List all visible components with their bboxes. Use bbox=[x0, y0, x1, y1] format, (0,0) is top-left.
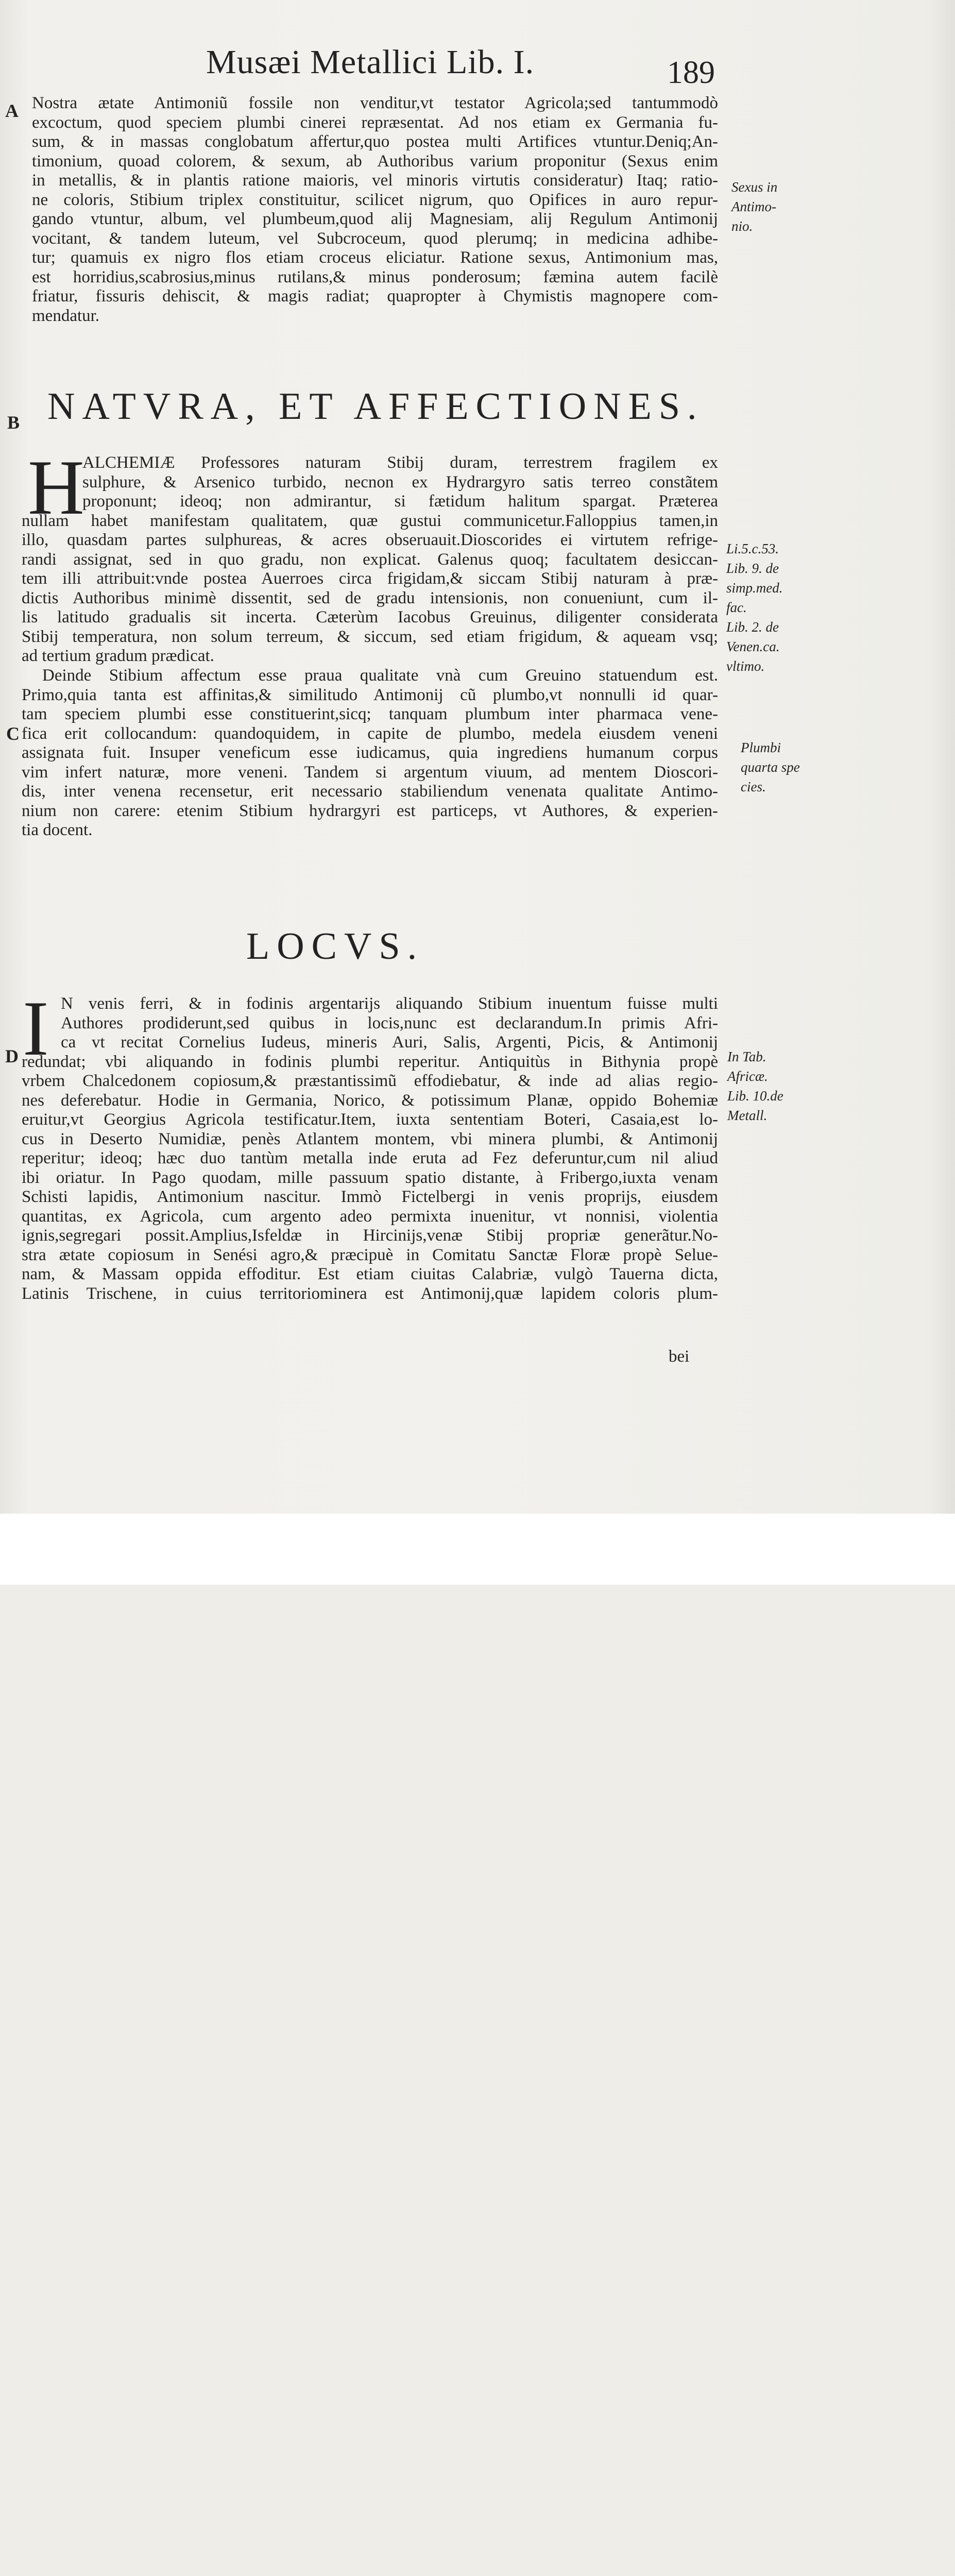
margin-note-line: Lib. 10.de bbox=[727, 1088, 783, 1104]
margin-note-line: Venen.ca. bbox=[726, 639, 780, 654]
text-line: sum, & in massas conglobatum affertur,quo postea multi Artifices vtuntur.Deniq;An- bbox=[32, 132, 718, 151]
text-line: stra ætate copiosum in Senési agro,& præcipuè in Comitatu Sanctæ Floræ propè Selue- bbox=[22, 1245, 718, 1264]
page-number: 189 bbox=[667, 55, 715, 90]
text-line: nam, & Massam oppida effoditur. Est etiam ciuitas Calabriæ, vulgò Tauerna dicta, bbox=[22, 1265, 718, 1283]
margin-note-line: cies. bbox=[741, 779, 766, 794]
margin-note-references bbox=[726, 539, 814, 676]
text-line: ALCHEMIÆ Professores naturam Stibij duram, terrestrem fragilem ex bbox=[82, 453, 718, 472]
text-line: Authores prodiderunt,sed quibus in locis,nunc est declarandum.In primis Afri- bbox=[61, 1013, 718, 1032]
margin-note-line: Li.5.c.53. bbox=[726, 541, 779, 556]
text-line: ad tertium gradum prædicat. bbox=[22, 647, 214, 665]
digitization-footer bbox=[0, 1514, 955, 1585]
text-line: Primo,quia tanta est affinitas,& similitudo Antimonij cũ plumbo,vt nonnulli id quar- bbox=[22, 685, 718, 704]
text-line: Schisti lapidis, Antimonium nascitur. Immò Fictelbergi in venis proprijs, eiusdem bbox=[22, 1188, 718, 1206]
margin-note-line: Africæ. bbox=[727, 1069, 768, 1084]
text-line: nullam habet manifestam qualitatem, quæ gustui communicetur.Falloppius tamen,in bbox=[22, 511, 718, 530]
text-line: tem illi attribuit:vnde postea Auerroes circa frigidam,& siccam Stibij naturam à præ- bbox=[22, 569, 718, 588]
text-line: ignis,segregari possit.Amplius,Isfeldæ in Hircinijs,venæ Stibij propriæ generãtur.No- bbox=[22, 1226, 718, 1245]
margin-note-line: Lib. 9. de bbox=[726, 561, 779, 576]
text-line: vim infert naturæ, more veneni. Tandem si argentum viuum, ad mentem Dioscori- bbox=[22, 762, 718, 782]
text-line: Latinis Trischene, in cuius territoriominera est Antimonij,quæ lapidem coloris plum- bbox=[22, 1284, 718, 1303]
section-letter-a: A bbox=[5, 100, 19, 121]
text-line: nium non carere: etenim Stibium hydrargyri est particeps, vt Authores, & experien- bbox=[22, 801, 718, 820]
text-line: ibi oriatur. In Pago quodam, mille passuum spatio distante, à Fribergo,iuxta venam bbox=[22, 1168, 718, 1187]
text-line: Deinde Stibium affectum esse praua qualitate vnà cum Greuino statuendum est. bbox=[42, 666, 718, 685]
text-line: tia docent. bbox=[22, 821, 93, 839]
text-line: vocitant, & tandem luteum, vel Subcroceum, quod plerumq; in medicina adhibe- bbox=[32, 229, 718, 248]
margin-note-line: simp.med. bbox=[726, 580, 783, 596]
text-line: proponunt; ideoq; non admirantur, si fætidum halitum spargat. Præterea bbox=[82, 492, 718, 511]
text-line: timonium, quoad colorem, & sexum, ab Authoribus varium proponitur (Sexus enim bbox=[32, 151, 718, 171]
text-line: randi assignat, sed in quo gradu, non explicat. Galenus quoq; facultatem desiccan- bbox=[22, 550, 718, 569]
text-line: Nostra ætate Antimoniũ fossile non venditur,vt testator Agricola;sed tantummodò bbox=[32, 94, 718, 112]
text-line: excoctum, quod speciem plumbi cinerei repræsentat. Ad nos etiam ex Germania fu- bbox=[32, 113, 718, 132]
text-line: gando vtuntur, album, vel plumbeum,quod alij Magnesiam, alij Regulum Antimonij bbox=[32, 210, 718, 228]
text-line: in metallis, & in plantis ratione maioris, vel minoris virtutis consideratur) Itaq; ratio- bbox=[32, 171, 718, 190]
text-line: Stibij temperatura, non solum terreum, & siccum, sed etiam frigidum, & aqueam vsq; bbox=[22, 627, 718, 646]
margin-note-sexus bbox=[731, 177, 819, 236]
heading-natura: NATVRA, ET AFFECTIONES. bbox=[47, 385, 704, 428]
margin-note-line: vltimo. bbox=[726, 658, 765, 674]
margin-note-line: nio. bbox=[731, 218, 753, 234]
margin-note-line: Sexus in bbox=[731, 179, 778, 195]
margin-note-line: fac. bbox=[726, 600, 747, 615]
text-line: eruitur,vt Georgius Agricola testificatur.Item, iuxta sententiam Boteri, Casaia,est lo- bbox=[22, 1110, 718, 1129]
text-line: ca vt recitat Cornelius Iudeus, mineris Auri, Salis, Argenti, Picis, & Antimonij bbox=[61, 1033, 718, 1052]
paragraph-natura-indented bbox=[82, 453, 718, 512]
paragraph-affectum bbox=[22, 666, 718, 840]
text-line: redundat; vbi aliquando in fodinis plumbi reperitur. Antiquitùs in Bithynia propè bbox=[22, 1052, 718, 1071]
margin-note-line: In Tab. bbox=[727, 1049, 766, 1064]
text-line: est horridius,scabrosius,minus rutilans,& minus ponderosum; fæmina autem facilè bbox=[32, 267, 718, 286]
text-line: dis, inter venena recensetur, erit necessario stabiliendum venenata qualitate Antimo- bbox=[22, 782, 718, 801]
text-line: illo, quasdam partes sulphureas, & acres obseruauit.Dioscorides ei virtutem refrige- bbox=[22, 531, 718, 549]
drop-cap-i: I bbox=[23, 985, 49, 1072]
text-line: quantitas, ex Agricola, cum argento adeo permixta inuenitur, vt nonnisi, violentia bbox=[22, 1207, 718, 1226]
heading-locus: LOCVS. bbox=[246, 925, 424, 968]
text-line: mendatur. bbox=[32, 306, 100, 325]
text-line: fica erit collocandum: quandoquidem, in capite de plumbo, medela eiusdem veneni bbox=[22, 724, 718, 743]
margin-note-plumbi bbox=[741, 738, 828, 796]
drop-cap-h: H bbox=[28, 444, 84, 531]
section-letter-d: D bbox=[5, 1046, 19, 1066]
catchword: bei bbox=[669, 1347, 690, 1366]
text-line: tam speciem plumbi esse constituerint,sicq; tanquam plumbum inter pharmaca vene- bbox=[22, 705, 718, 723]
text-line: assignata fuit. Insuper veneficum esse iudicamus, quia ingrediens humanum corpus bbox=[22, 743, 718, 762]
section-letter-b: B bbox=[7, 412, 20, 433]
text-line: sulphure, & Arsenico turbido, necnon ex Hydrargyro satis terreo constãtem bbox=[82, 472, 718, 492]
paragraph-locus bbox=[22, 1053, 718, 1304]
text-line: friatur, fissuris dehiscit, & magis radiat; quapropter à Chymistis magnopere com- bbox=[32, 287, 718, 306]
text-line: tur; quamuis ex nigro flos etiam croceus eliciatur. Ratione sexus, Antimonium mas, bbox=[32, 248, 718, 267]
paragraph-antimonium bbox=[32, 94, 718, 326]
running-head-title: Musæi Metallici Lib. I. bbox=[206, 43, 535, 81]
paragraph-natura bbox=[22, 512, 718, 666]
text-line: N venis ferri, & in fodinis argentarijs aliquando Stibium inuentum fuisse multi bbox=[61, 994, 718, 1013]
margin-note-line: Plumbi bbox=[741, 740, 781, 755]
margin-note-line: quarta spe bbox=[741, 759, 800, 775]
paragraph-locus-indented bbox=[61, 994, 718, 1053]
margin-note-line: Lib. 2. de bbox=[726, 619, 779, 635]
text-line: dictis Authoribus minimè dissentit, sed de gradu intensionis, non conueniunt, cum il- bbox=[22, 588, 718, 607]
margin-note-line: Antimo- bbox=[731, 199, 776, 214]
text-line: lis latitudo gradualis sit incerta. Cæterùm Iacobus Greuinus, diligenter considerata bbox=[22, 608, 718, 626]
text-line: vrbem Chalcedonem copiosum,& præstantissimũ effodiebatur, & inde ad alias regio- bbox=[22, 1072, 718, 1090]
text-line: cus in Deserto Numidiæ, penès Atlantem montem, vbi minera plumbi, & Antimonij bbox=[22, 1129, 718, 1148]
section-letter-c: C bbox=[6, 723, 20, 744]
text-line: ne coloris, Stibium triplex constituitur, scilicet nigrum, quo Opifices in auro repur- bbox=[32, 190, 718, 209]
text-line: reperitur; ideoq; hæc duo tantùm metalla inde eruta ad Fez deferuntur,cum nil aliud bbox=[22, 1149, 718, 1167]
text-line: nes deferebatur. Hodie in Germania, Norico, & potissimum Planæ, oppido Bohemiæ bbox=[22, 1091, 718, 1110]
margin-note-tab-africae bbox=[727, 1047, 815, 1125]
margin-note-line: Metall. bbox=[727, 1108, 768, 1123]
